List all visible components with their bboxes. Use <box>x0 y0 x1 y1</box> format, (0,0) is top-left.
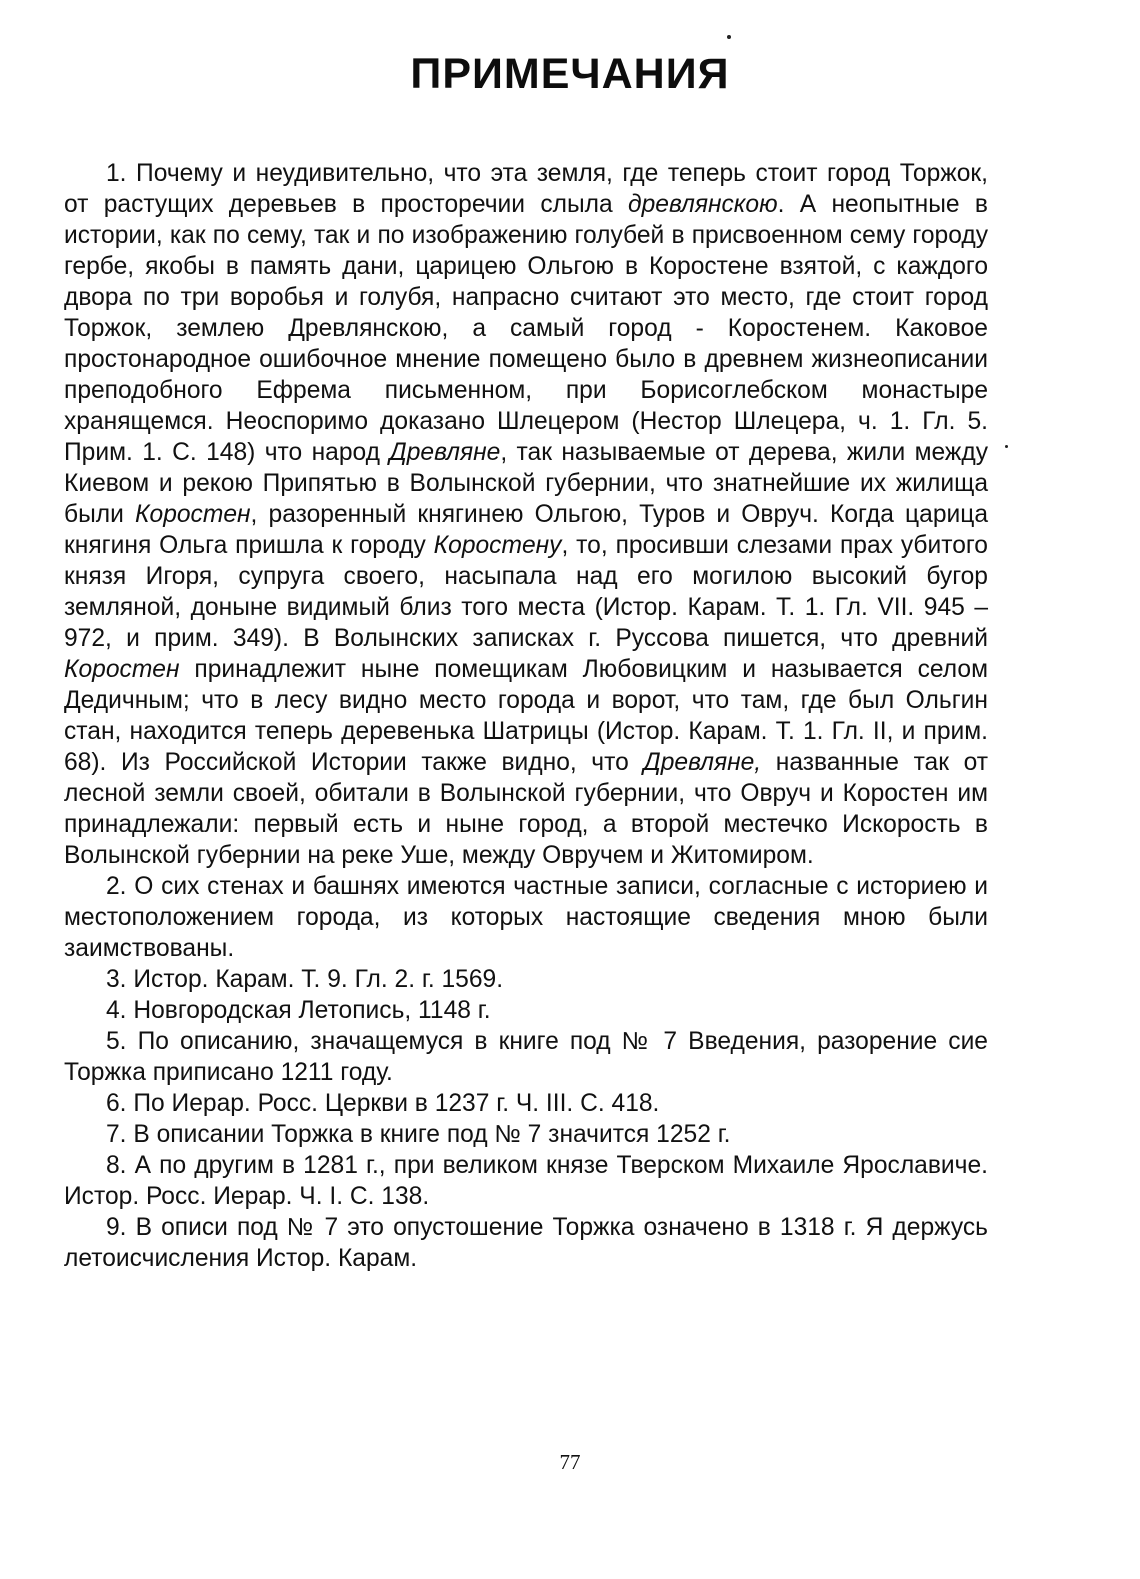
note-text: , так называемые от дерева, жили между Киевом и рекою Припятью в Волынской губернии, что знатнейшие их жилища были <box>64 439 988 528</box>
note-1 <box>64 158 988 871</box>
note-9 <box>64 1212 988 1274</box>
note-text: 5. По описанию, значащемуся в книге под № 7 Введения, разорение сие Торжка приписано 1211 году. <box>64 1028 988 1086</box>
note-text: 1. Почему и неудивительно, что эта земля, где теперь стоит город Торжок, от растущих деревьев в просторечии слыла <box>64 160 988 218</box>
note-italic-term: Коростену <box>433 532 562 559</box>
note-text: 6. По Иерар. Росс. Церкви в 1237 г. Ч. III. С. 418. <box>106 1090 660 1117</box>
note-6 <box>64 1088 988 1119</box>
page-number: 77 <box>559 1450 581 1474</box>
page-title: ПРИМЕЧАНИЯ <box>410 50 730 98</box>
note-italic-term: древлянскою <box>628 191 778 218</box>
note-2 <box>64 871 988 964</box>
note-text: названные так от лесной земли своей, обитали в Волынской губернии, что Овруч и Коростен им принадлежали: первый есть и ныне город, а второй местечко Искорость в Волынской губернии на реке Уше, между Овручем и Житомиром. <box>64 749 988 869</box>
note-italic-term: Древляне, <box>643 749 762 776</box>
scan-speck <box>727 35 731 39</box>
note-4 <box>64 995 988 1026</box>
notes-body <box>64 158 988 1274</box>
note-italic-term: Древляне <box>389 439 501 466</box>
note-5 <box>64 1026 988 1088</box>
note-italic-term: Коростен <box>135 501 251 528</box>
note-text: 9. В описи под № 7 это опустошение Торжка означено в 1318 г. Я держусь летоисчисления Истор. Карам. <box>64 1214 988 1272</box>
note-italic-term: Коростен <box>64 656 180 683</box>
note-text: 2. О сих стенах и башнях имеются частные записи, согласные с историею и местоположением города, из которых настоящие сведения мною были заимствованы. <box>64 873 988 962</box>
note-7 <box>64 1119 988 1150</box>
note-8 <box>64 1150 988 1212</box>
note-text: 4. Новгородская Летопись, 1148 г. <box>106 997 491 1024</box>
note-text: принадлежит ныне помещикам Любовицким и называется селом Дедичным; что в лесу видно место города и ворот, что там, где был Ольгин стан, находится теперь деревенька Шатрицы (Истор. Карам. Т. 1. Гл. II, и прим. 68). Из Российской Истории также видно, что <box>64 656 988 776</box>
scan-speck <box>1005 445 1008 448</box>
note-text: 3. Истор. Карам. Т. 9. Гл. 2. г. 1569. <box>106 966 504 993</box>
note-text: , разоренный княгинею Ольгою, Туров и Овруч. Когда царица княгиня Ольга пришла к городу <box>64 501 988 559</box>
note-text: , то, просивши слезами прах убитого князя Игоря, супруга своего, насыпала над его могилою высокий бугор земляной, доныне видимый близ того места (Истор. Карам. Т. 1. Гл. VII. 945 – 972, и прим. 349). В Волынских записках г. Руссова пишется, что древний <box>64 532 988 652</box>
note-3 <box>64 964 988 995</box>
note-text: . А неопытные в истории, как по сему, так и по изображению голубей в присвоенном сему городу гербе, якобы в память дани, царицею Ольгою в Коростене взятой, с каждого двора по три воробья и голубя, напрасно считают это место, где стоит город Торжок, землею Древлянскою, а самый город - Коростенем. Каковое простонародное ошибочное мнение помещено было в древнем жизнеописании преподобного Ефрема письменном, при Борисоглебском монастыре хранящемся. Неоспоримо доказано Шлецером (Нестор Шлецера, ч. 1. Гл. 5. Прим. 1. С. 148) что народ <box>64 191 989 466</box>
note-text: 8. А по другим в 1281 г., при великом князе Тверском Михаиле Ярославиче. Истор. Росс. Иерар. Ч. I. С. 138. <box>64 1152 988 1210</box>
note-text: 7. В описании Торжка в книге под № 7 значится 1252 г. <box>106 1121 731 1148</box>
